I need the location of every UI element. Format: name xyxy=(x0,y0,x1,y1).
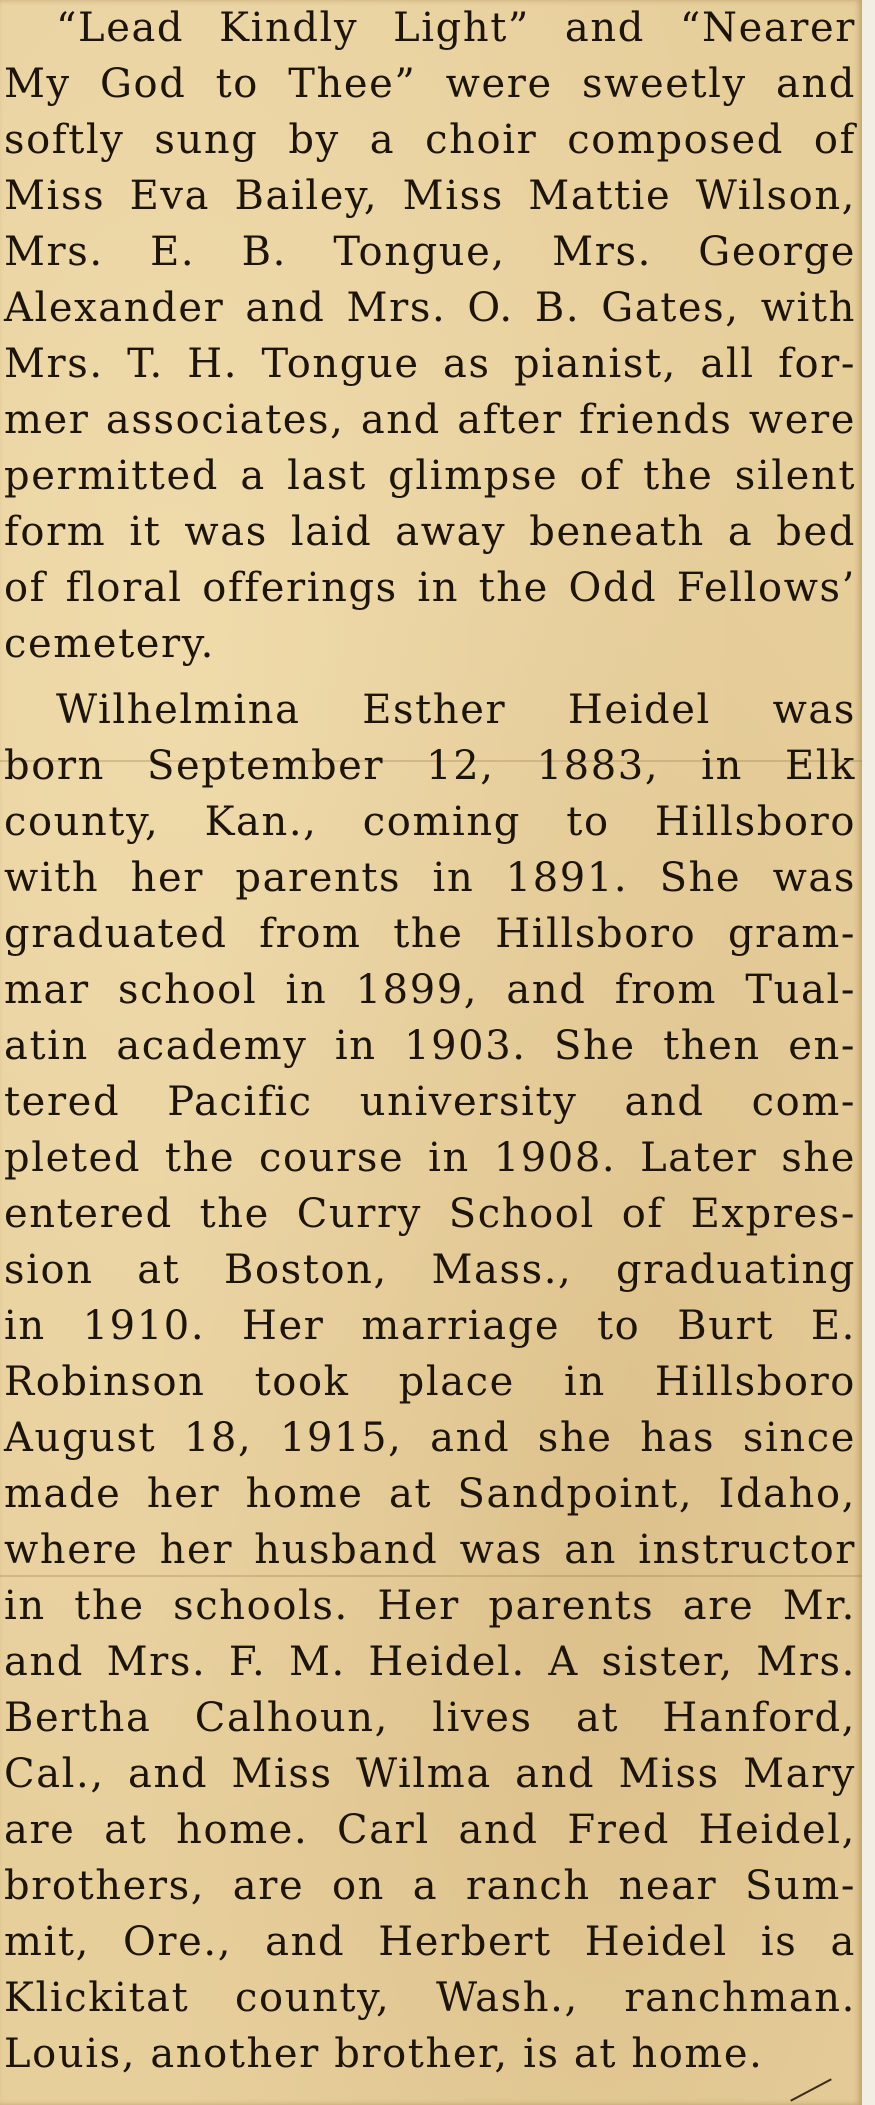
text-line: form it was laid away beneath a bed xyxy=(4,509,856,555)
obituary-article xyxy=(4,0,856,2082)
text-line: are at home. Carl and Fred Heidel, xyxy=(4,1807,856,1853)
text-line: brothers, are on a ranch near Sum- xyxy=(4,1863,856,1909)
text-line: Louis, another brother, is at home. xyxy=(4,2031,764,2077)
text-line: Alexander and Mrs. O. B. Gates, with xyxy=(4,285,856,331)
text-line: entered the Curry School of Expres- xyxy=(4,1191,856,1237)
text-line: mar school in 1899, and from Tual- xyxy=(4,967,856,1013)
text-line: tered Pacific university and com- xyxy=(4,1079,856,1125)
text-line: Wilhelmina Esther Heidel was xyxy=(56,687,856,733)
text-line: softly sung by a choir composed of xyxy=(4,117,856,163)
text-line: cemetery. xyxy=(4,621,215,667)
text-line: mit, Ore., and Herbert Heidel is a xyxy=(4,1919,856,1965)
text-line: made her home at Sandpoint, Idaho, xyxy=(4,1471,856,1517)
text-line: Bertha Calhoun, lives at Hanford, xyxy=(4,1695,856,1741)
text-line: atin academy in 1903. She then en- xyxy=(4,1023,856,1069)
text-line: Cal., and Miss Wilma and Miss Mary xyxy=(4,1751,856,1797)
text-line: Mrs. E. B. Tongue, Mrs. George xyxy=(4,229,856,275)
text-line: Miss Eva Bailey, Miss Mattie Wilson, xyxy=(4,173,856,219)
text-line: August 18, 1915, and she has since xyxy=(4,1415,856,1461)
text-line: and Mrs. F. M. Heidel. A sister, Mrs. xyxy=(4,1639,856,1685)
paragraph-funeral-service xyxy=(4,0,856,672)
text-line: of floral offerings in the Odd Fellows’ xyxy=(4,565,856,611)
text-line: in the schools. Her parents are Mr. xyxy=(4,1583,856,1629)
text-line: Robinson took place in Hillsboro xyxy=(4,1359,856,1405)
text-line: Mrs. T. H. Tongue as pianist, all for- xyxy=(4,341,856,387)
text-line: mer associates, and after friends were xyxy=(4,397,856,443)
text-line: where her husband was an instructor xyxy=(4,1527,856,1573)
text-line: sion at Boston, Mass., graduating xyxy=(4,1247,856,1293)
text-line: graduated from the Hillsboro gram- xyxy=(4,911,856,957)
text-line: Klickitat county, Wash., ranchman. xyxy=(4,1975,856,2021)
text-line: pleted the course in 1908. Later she xyxy=(4,1135,856,1181)
text-line: My God to Thee” were sweetly and xyxy=(4,61,856,107)
paragraph-biography xyxy=(4,682,856,2082)
text-line: “Lead Kindly Light” and “Nearer xyxy=(56,5,856,51)
text-line: permitted a last glimpse of the silent xyxy=(4,453,856,499)
text-line: county, Kan., coming to Hillsboro xyxy=(4,799,856,845)
text-line: born September 12, 1883, in Elk xyxy=(4,743,856,789)
text-line: in 1910. Her marriage to Burt E. xyxy=(4,1303,856,1349)
text-line: with her parents in 1891. She was xyxy=(4,855,856,901)
